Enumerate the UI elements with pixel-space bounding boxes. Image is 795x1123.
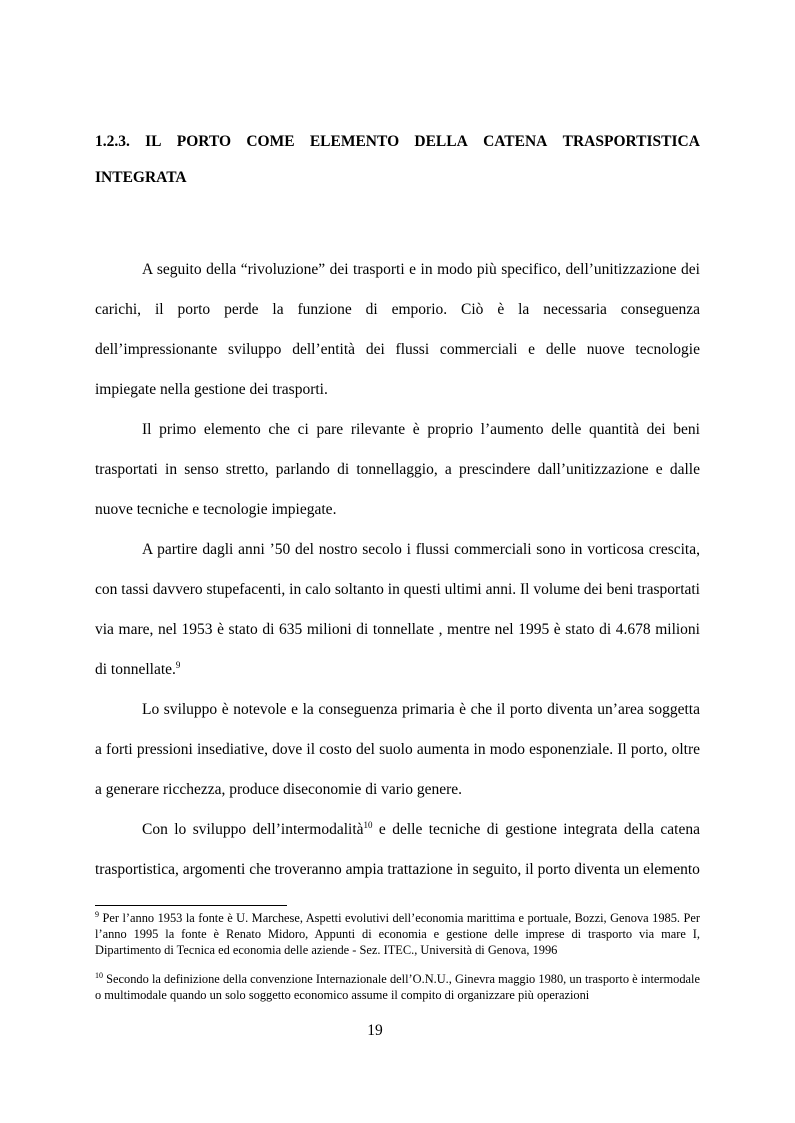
heading-word: ELEMENTO	[309, 133, 400, 150]
paragraph: Lo sviluppo è notevole e la conseguenza primaria è che il porto diventa un’area soggetta a forti pressioni insediative, dove il costo del suolo aumenta in modo esponenziale. Il porto, oltre a generare ricchezza, produce diseconomie di vario genere.	[95, 701, 700, 798]
heading-word: IL	[145, 133, 162, 150]
section-heading	[95, 130, 700, 190]
footnote-text: Per l’anno 1953 la fonte è U. Marchese, Aspetti evolutivi dell’economia marittima e portuale, Bozzi, Genova 1985. Per l’anno 1995 la fonte è Renato Midoro, Appunti di economia e gestione delle imprese di trasporto via mare I, Dipartimento di Tecnica ed economia delle aziende - Sez. ITEC., Università di Genova, 1996	[95, 911, 700, 957]
paragraph-text: e delle tecniche di gestione integrata della catena trasportistica, argomenti che troveranno ampia trattazione in seguito, il porto diventa un elemento	[95, 821, 700, 878]
paragraph	[95, 530, 700, 690]
footnote-ref[interactable]: 9	[175, 660, 181, 670]
page-number: 19	[367, 1022, 383, 1039]
heading-word: COME	[246, 133, 295, 150]
footnote-ref[interactable]: 10	[363, 820, 373, 830]
heading-word: 1.2.3.	[95, 133, 130, 150]
heading-word: PORTO	[176, 133, 232, 150]
footnote	[95, 971, 700, 1003]
paragraph: A seguito della “rivoluzione” dei trasporti e in modo più specifico, dell’unitizzazione dei carichi, il porto perde la funzione di emporio. Ciò è la necessaria conseguenza dell’impressionante sviluppo dell’entità dei flussi commerciali e delle nuove tecnologie impiegate nella gestione dei trasporti.	[95, 261, 700, 398]
footnote	[95, 910, 700, 958]
document-page	[95, 0, 700, 1123]
heading-line-1	[95, 130, 700, 166]
footnote-separator	[95, 905, 287, 906]
footnote-number: 9	[95, 910, 99, 919]
paragraph: Il primo elemento che ci pare rilevante è proprio l’aumento delle quantità dei beni trasportati in senso stretto, parlando di tonnellaggio, a prescindere dall’unitizzazione e dalle nuove tecniche e tecnologie impiegate.	[95, 421, 700, 518]
paragraph-text: Con lo sviluppo dell’intermodalità	[142, 821, 364, 838]
footnotes	[95, 910, 700, 1016]
heading-line-2: INTEGRATA	[95, 169, 187, 186]
heading-word: TRASPORTISTICA	[562, 133, 700, 150]
footnote-text: Secondo la definizione della convenzione Internazionale dell’O.N.U., Ginevra maggio 1980, un trasporto è intermodale o multimodale quando un solo soggetto economico assume il compito di organizzare più operazioni	[95, 972, 700, 1002]
paragraph-text: A partire dagli anni ’50 del nostro secolo i flussi commerciali sono in vorticosa crescita, con tassi davvero stupefacenti, in calo soltanto in questi ultimi anni. Il volume dei beni trasportati via mare, nel 1953 è stato di 635 milioni di tonnellate , mentre nel 1995 è stato di 4.678 milioni di tonnellate.	[95, 541, 700, 678]
heading-word: DELLA	[414, 133, 468, 150]
body-text	[95, 250, 700, 890]
footnote-number: 10	[95, 971, 103, 980]
paragraph	[95, 810, 700, 890]
heading-word: CATENA	[483, 133, 548, 150]
